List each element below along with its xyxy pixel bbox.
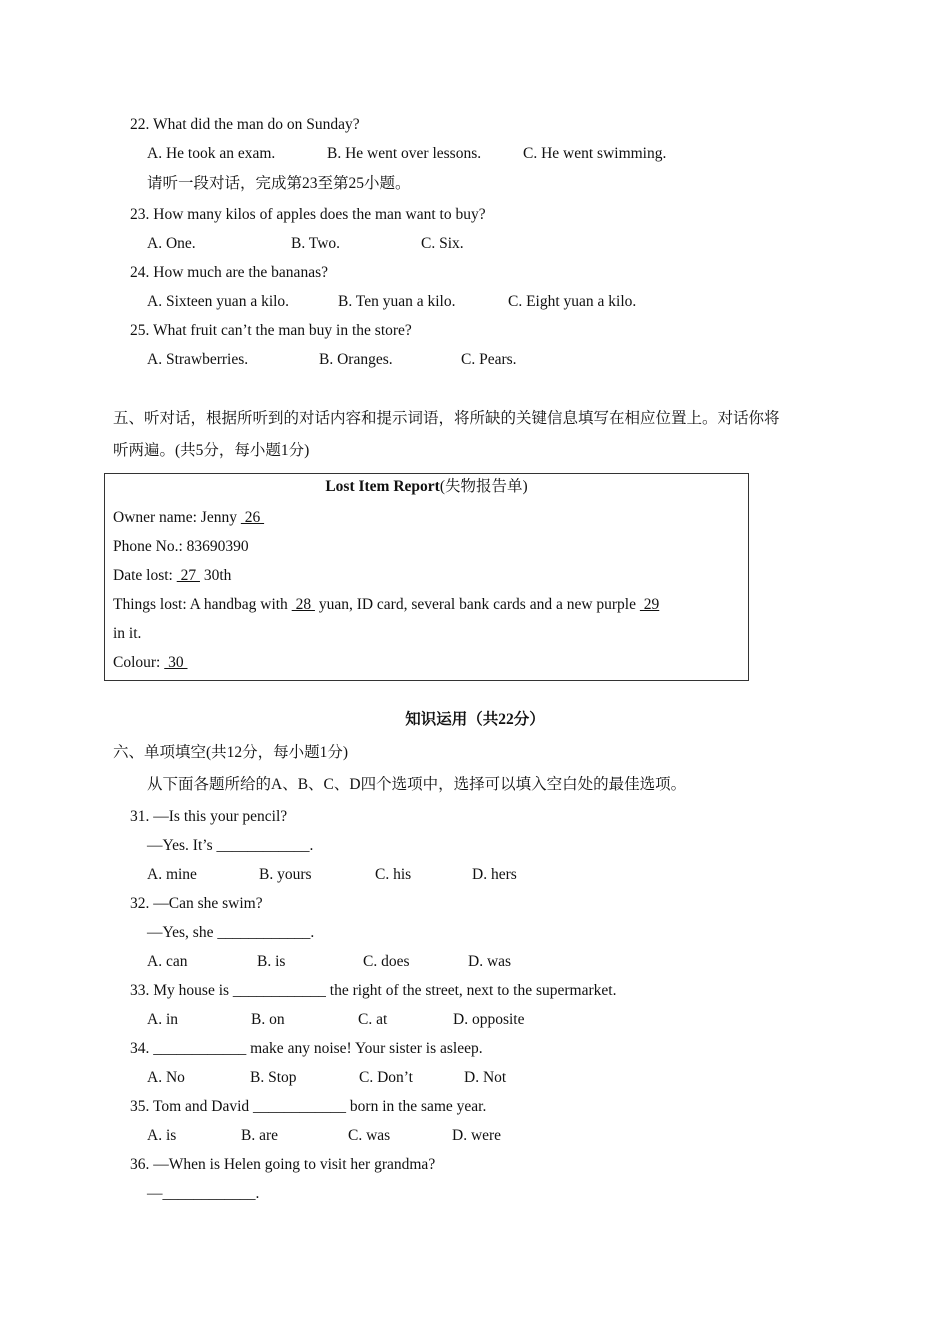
question-23: 23. How many kilos of apples does the man want to buy? — [130, 206, 486, 223]
question-32-reply: —Yes, she ____________. — [147, 924, 315, 941]
q35-option-d: D. were — [452, 1127, 502, 1144]
section5-heading-line1: 五、听对话，根据所听到的对话内容和提示词语，将所缺的关键信息填写在相应位置上。对话你将 — [113, 410, 780, 427]
section6-instruction: 从下面各题所给的A、B、C、D四个选项中，选择可以填入空白处的最佳选项。 — [147, 776, 687, 793]
q35-option-a: A. is — [147, 1127, 177, 1144]
q32-option-d: D. was — [468, 953, 512, 970]
q35-option-c: C. was — [348, 1127, 391, 1144]
question-36: 36. —When is Helen going to visit her grandma? — [130, 1156, 436, 1173]
question-31: 31. —Is this your pencil? — [130, 808, 288, 825]
date-lost-label: Date lost: — [113, 567, 177, 584]
q22-option-a: A. He took an exam. — [147, 145, 276, 162]
blank-26: 26 — [240, 509, 265, 526]
q25-option-c: C. Pears. — [461, 351, 517, 368]
q25-option-b: B. Oranges. — [319, 351, 393, 368]
colour-line — [113, 653, 188, 673]
question-31-reply: —Yes. It’s ____________. — [147, 837, 314, 854]
q22-option-c: C. He went swimming. — [523, 145, 667, 162]
report-title — [105, 477, 748, 497]
q34-option-b: B. Stop — [250, 1069, 297, 1086]
owner-name-line — [113, 508, 264, 528]
section6-heading: 六、单项填空(共12分，每小题1分) — [113, 744, 349, 761]
q33-option-b: B. on — [251, 1011, 285, 1028]
q23-option-c: C. Six. — [421, 235, 464, 252]
question-22: 22. What did the man do on Sunday? — [130, 116, 360, 133]
q32-option-b: B. is — [257, 953, 286, 970]
things-lost-line — [113, 595, 659, 615]
q33-option-c: C. at — [358, 1011, 388, 1028]
things-lost-line2: in it. — [113, 625, 142, 642]
q31-option-b: B. yours — [259, 866, 312, 883]
q25-option-a: A. Strawberries. — [147, 351, 249, 368]
q35-option-b: B. are — [241, 1127, 279, 1144]
date-lost-line — [113, 566, 231, 586]
owner-name-label: Owner name: Jenny — [113, 509, 241, 526]
things-part1: Things lost: A handbag with — [113, 596, 292, 613]
question-36-reply: —____________. — [147, 1185, 260, 1202]
q34-option-c: C. Don’t — [359, 1069, 413, 1086]
q23-option-a: A. One. — [147, 235, 196, 252]
q31-option-a: A. mine — [147, 866, 197, 883]
question-33: 33. My house is ____________ the right of the street, next to the supermarket. — [130, 982, 617, 999]
report-title-en: Lost Item Report — [325, 478, 440, 495]
question-35: 35. Tom and David ____________ born in the same year. — [130, 1098, 487, 1115]
blank-27: 27 — [176, 567, 200, 584]
phone-line: Phone No.: 83690390 — [113, 538, 249, 555]
q31-option-d: D. hers — [472, 866, 517, 883]
q34-option-d: D. Not — [464, 1069, 507, 1086]
q34-option-a: A. No — [147, 1069, 185, 1086]
q24-option-c: C. Eight yuan a kilo. — [508, 293, 637, 310]
blank-30: 30 — [164, 654, 188, 671]
q32-option-c: C. does — [363, 953, 410, 970]
q24-option-a: A. Sixteen yuan a kilo. — [147, 293, 290, 310]
q31-option-c: C. his — [375, 866, 412, 883]
q22-option-b: B. He went over lessons. — [327, 145, 482, 162]
blank-29: 29 — [639, 596, 660, 613]
q23-option-b: B. Two. — [291, 235, 341, 252]
question-32: 32. —Can she swim? — [130, 895, 263, 912]
things-part2: yuan, ID card, several bank cards and a new purple — [314, 596, 640, 613]
instruction-23-25: 请听一段对话，完成第23至第25小题。 — [147, 175, 411, 192]
question-24: 24. How much are the bananas? — [130, 264, 328, 281]
question-34: 34. ____________ make any noise! Your sister is asleep. — [130, 1040, 483, 1057]
knowledge-title: 知识运用（共22分） — [405, 711, 545, 728]
blank-28: 28 — [291, 596, 315, 613]
q33-option-d: D. opposite — [453, 1011, 525, 1028]
section5-heading-line2: 听两遍。(共5分，每小题1分) — [113, 442, 310, 459]
report-title-cn: (失物报告单) — [439, 478, 528, 495]
date-suffix: 30th — [199, 567, 232, 584]
q24-option-b: B. Ten yuan a kilo. — [338, 293, 456, 310]
q32-option-a: A. can — [147, 953, 188, 970]
colour-label: Colour: — [113, 654, 165, 671]
question-25: 25. What fruit can’t the man buy in the store? — [130, 322, 412, 339]
q33-option-a: A. in — [147, 1011, 178, 1028]
lost-item-report-box — [104, 473, 749, 681]
